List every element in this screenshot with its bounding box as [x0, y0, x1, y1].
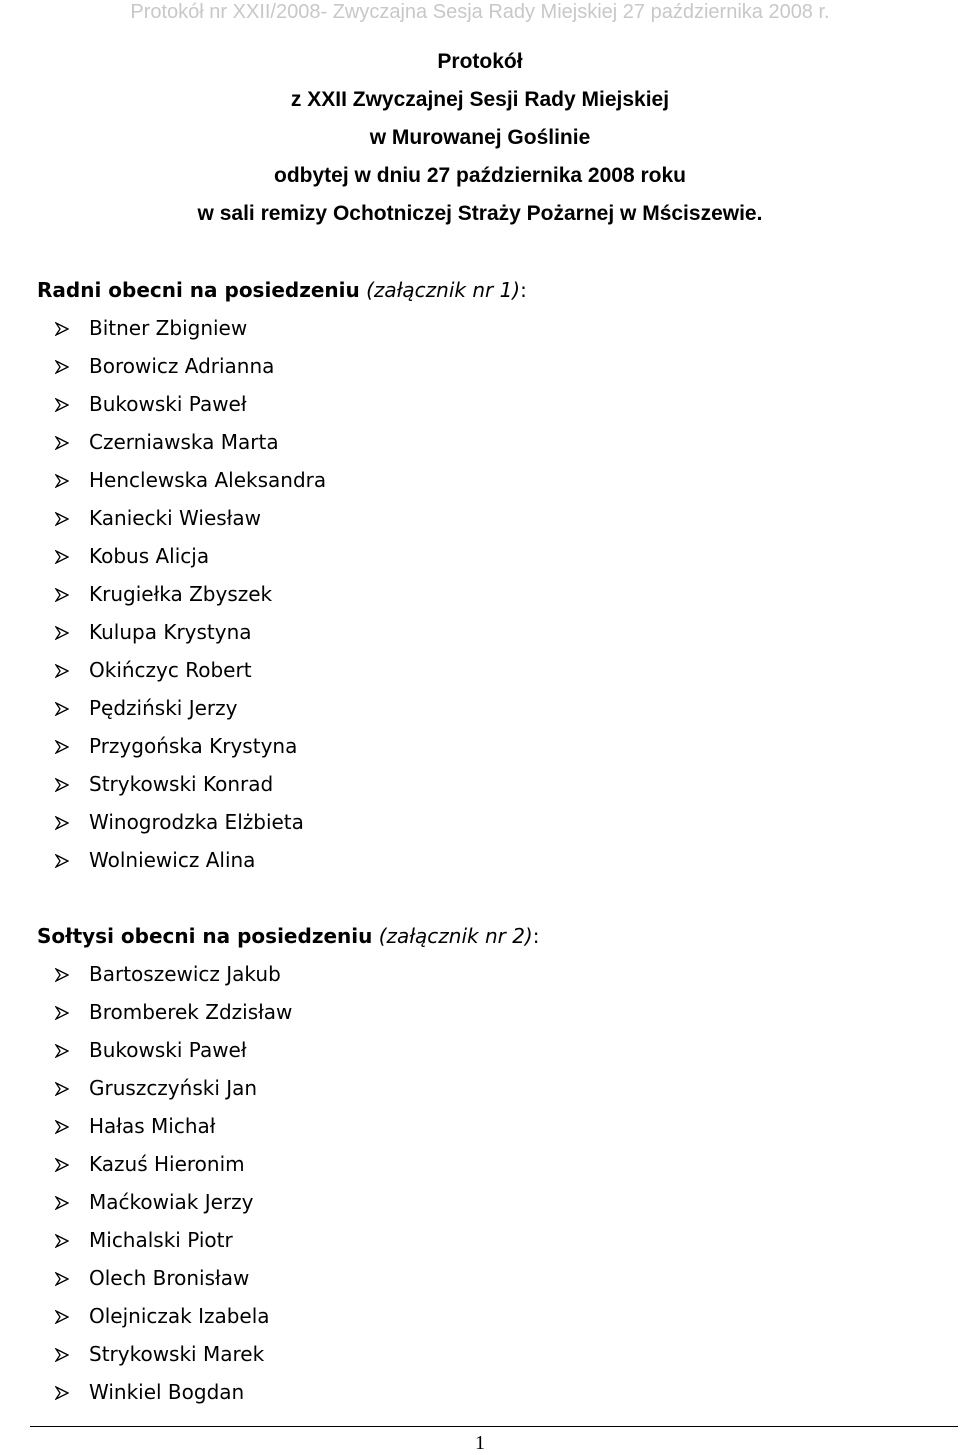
heading-label: Sołtysi obecni na posiedzeniu — [37, 924, 373, 948]
arrowhead-bullet-icon — [55, 664, 69, 678]
village-heads-heading — [37, 924, 937, 962]
arrowhead-bullet-icon — [55, 1082, 69, 1096]
person-name: Kobus Alicja — [89, 544, 210, 568]
person-name: Olech Bronisław — [89, 1266, 250, 1290]
title-line: odbytej w dniu 27 października 2008 roku — [274, 164, 686, 187]
arrowhead-bullet-icon — [55, 1272, 69, 1286]
person-name: Przygońska Krystyna — [89, 734, 298, 758]
heading-suffix: : — [520, 278, 527, 302]
list-item — [37, 620, 937, 658]
arrowhead-bullet-icon — [55, 588, 69, 602]
heading-suffix: : — [532, 924, 540, 948]
list-item — [37, 848, 937, 886]
list-item — [37, 696, 937, 734]
list-item — [37, 810, 937, 848]
arrowhead-bullet-icon — [55, 474, 69, 488]
arrowhead-bullet-icon — [55, 1348, 69, 1362]
arrowhead-bullet-icon — [55, 1158, 69, 1172]
arrowhead-bullet-icon — [55, 398, 69, 412]
arrowhead-bullet-icon — [55, 1310, 69, 1324]
person-name: Bitner Zbigniew — [89, 316, 248, 340]
title-line: w Murowanej Goślinie — [369, 126, 591, 149]
title-line: Protokół — [437, 50, 523, 73]
person-name: Hałas Michał — [89, 1114, 216, 1138]
heading-attachment: (załącznik nr 1) — [366, 278, 521, 302]
page-number: 1 — [475, 1432, 485, 1454]
councillors-heading — [37, 278, 937, 316]
arrowhead-bullet-icon — [55, 968, 69, 982]
person-name: Bukowski Paweł — [89, 1038, 247, 1062]
village-heads-list — [37, 962, 937, 1418]
person-name: Pędziński Jerzy — [89, 696, 238, 720]
list-item — [37, 658, 937, 696]
list-item — [37, 1000, 937, 1038]
person-name: Strykowski Konrad — [89, 772, 274, 796]
arrowhead-bullet-icon — [55, 436, 69, 450]
list-item — [37, 772, 937, 810]
list-item — [37, 468, 937, 506]
list-item — [37, 1342, 937, 1380]
arrowhead-bullet-icon — [55, 816, 69, 830]
list-item — [37, 506, 937, 544]
list-item — [37, 1038, 937, 1076]
arrowhead-bullet-icon — [55, 1006, 69, 1020]
arrowhead-bullet-icon — [55, 550, 69, 564]
arrowhead-bullet-icon — [55, 322, 69, 336]
footer-divider — [30, 1426, 958, 1427]
arrowhead-bullet-icon — [55, 778, 69, 792]
person-name: Winkiel Bogdan — [89, 1380, 245, 1404]
village-heads-section — [37, 924, 937, 1418]
person-name: Kazuś Hieronim — [89, 1152, 245, 1176]
title-line: z XXII Zwyczajnej Sesji Rady Miejskiej — [290, 88, 670, 111]
arrowhead-bullet-icon — [55, 1120, 69, 1134]
list-item — [37, 1266, 937, 1304]
arrowhead-bullet-icon — [55, 626, 69, 640]
person-name: Gruszczyński Jan — [89, 1076, 258, 1100]
person-name: Kaniecki Wiesław — [89, 506, 261, 530]
person-name: Borowicz Adrianna — [89, 354, 275, 378]
list-item — [37, 1114, 937, 1152]
person-name: Maćkowiak Jerzy — [89, 1190, 254, 1214]
person-name: Winogrodzka Elżbieta — [89, 810, 304, 834]
heading-label: Radni obecni na posiedzeniu — [37, 278, 360, 302]
person-name: Strykowski Marek — [89, 1342, 265, 1366]
list-item — [37, 1304, 937, 1342]
arrowhead-bullet-icon — [55, 1234, 69, 1248]
list-item — [37, 1380, 937, 1418]
arrowhead-bullet-icon — [55, 1386, 69, 1400]
list-item — [37, 1076, 937, 1114]
arrowhead-bullet-icon — [55, 512, 69, 526]
arrowhead-bullet-icon — [55, 360, 69, 374]
person-name: Michalski Piotr — [89, 1228, 233, 1252]
councillors-section — [37, 278, 937, 886]
person-name: Okińczyc Robert — [89, 658, 252, 682]
list-item — [37, 354, 937, 392]
list-item — [37, 316, 937, 354]
arrowhead-bullet-icon — [55, 740, 69, 754]
person-name: Olejniczak Izabela — [89, 1304, 270, 1328]
list-item — [37, 1228, 937, 1266]
person-name: Henclewska Aleksandra — [89, 468, 327, 492]
person-name: Czerniawska Marta — [89, 430, 279, 454]
title-line: w sali remizy Ochotniczej Straży Pożarnej w Mściszewie. — [197, 202, 763, 225]
list-item — [37, 962, 937, 1000]
person-name: Krugiełka Zbyszek — [89, 582, 273, 606]
arrowhead-bullet-icon — [55, 854, 69, 868]
list-item — [37, 392, 937, 430]
councillors-list — [37, 316, 937, 886]
list-item — [37, 582, 937, 620]
person-name: Bukowski Paweł — [89, 392, 247, 416]
list-item — [37, 1190, 937, 1228]
document-title — [0, 47, 960, 237]
person-name: Bartoszewicz Jakub — [89, 962, 281, 986]
list-item — [37, 544, 937, 582]
heading-attachment: (załącznik nr 2) — [378, 924, 533, 948]
person-name: Wolniewicz Alina — [89, 848, 256, 872]
list-item — [37, 1152, 937, 1190]
list-item — [37, 734, 937, 772]
arrowhead-bullet-icon — [55, 702, 69, 716]
arrowhead-bullet-icon — [55, 1044, 69, 1058]
person-name: Kulupa Krystyna — [89, 620, 252, 644]
running-header: Protokół nr XXII/2008- Zwyczajna Sesja Rady Miejskiej 27 października 2008 r. — [130, 1, 830, 23]
arrowhead-bullet-icon — [55, 1196, 69, 1210]
person-name: Bromberek Zdzisław — [89, 1000, 293, 1024]
list-item — [37, 430, 937, 468]
